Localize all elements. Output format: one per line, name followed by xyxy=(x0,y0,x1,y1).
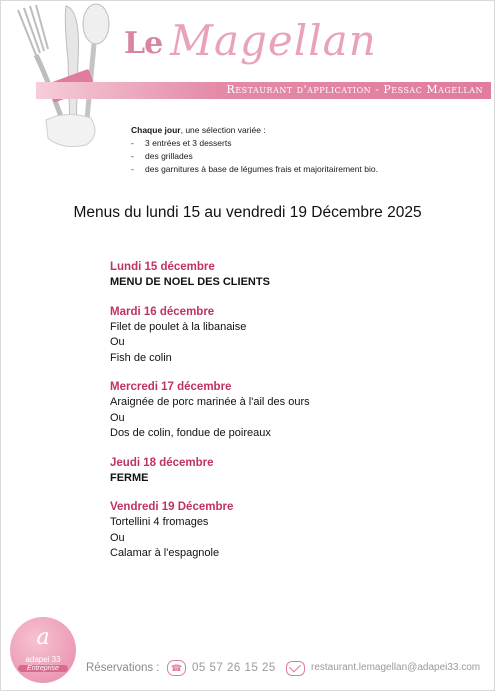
day-friday xyxy=(110,500,440,562)
intro-item: - 3 entrées et 3 desserts xyxy=(131,137,378,150)
day-name: Jeudi 18 décembre xyxy=(110,456,214,469)
day-thursday xyxy=(110,456,440,487)
day-monday xyxy=(110,260,440,291)
intro-lead-bold: Chaque jour xyxy=(131,125,181,135)
cutlery-icon xyxy=(6,0,116,150)
intro-lead-rest: , une sélection variée : xyxy=(180,125,266,135)
intro-lead xyxy=(131,124,378,137)
dish: Dos de colin, fondue de poireaux xyxy=(110,427,271,439)
intro-block xyxy=(131,124,378,176)
logo-le: Le xyxy=(124,26,163,61)
banner-text: Restaurant d'application - Pessac Magellan xyxy=(226,83,483,96)
adapei-sub: Entreprise xyxy=(18,665,68,672)
weekly-menu xyxy=(110,260,440,576)
dish: Araignée de porc marinée à l'ail des ours xyxy=(110,396,310,408)
intro-list xyxy=(131,137,378,176)
dish-or: Ou xyxy=(110,336,125,348)
day-name: Mardi 16 décembre xyxy=(110,305,215,318)
adapei-symbol-icon: a xyxy=(36,625,50,650)
dish-or: Ou xyxy=(110,531,125,544)
page-title: Menus du lundi 15 au vendredi 19 Décembre 2025 xyxy=(73,204,422,221)
phone-icon: ☎ xyxy=(167,660,186,676)
day-wednesday xyxy=(110,380,440,442)
day-tuesday xyxy=(110,305,440,367)
intro-item: - des garnitures à base de légumes frais et majoritairement bio. xyxy=(131,163,378,176)
dish: Filet de poulet à la libanaise xyxy=(110,320,247,333)
phone-number[interactable]: 05 57 26 15 25 xyxy=(192,662,276,674)
day-name: Mercredi 17 décembre xyxy=(110,381,232,393)
dish: Fish de colin xyxy=(110,351,172,364)
dish-or: Ou xyxy=(110,411,125,424)
dish: Calamar à l'espagnole xyxy=(110,547,220,559)
mail-icon xyxy=(286,661,305,676)
header-banner xyxy=(36,82,491,99)
adapei-logo xyxy=(10,617,76,683)
intro-item: - des grillades xyxy=(131,150,378,163)
reservations-label: Réservations : xyxy=(86,662,160,674)
day-name: Lundi 15 décembre xyxy=(110,261,215,273)
dish: MENU DE NOEL DES CLIENTS xyxy=(110,276,270,288)
dish: FERME xyxy=(110,471,149,484)
adapei-name: adapei 33 xyxy=(25,655,61,664)
email-address[interactable]: restaurant.lemagellan@adapei33.com xyxy=(311,662,481,673)
logo-magellan: Magellan xyxy=(170,16,377,65)
dish: Tortellini 4 fromages xyxy=(110,516,209,528)
day-name: Vendredi 19 Décembre xyxy=(110,501,234,513)
